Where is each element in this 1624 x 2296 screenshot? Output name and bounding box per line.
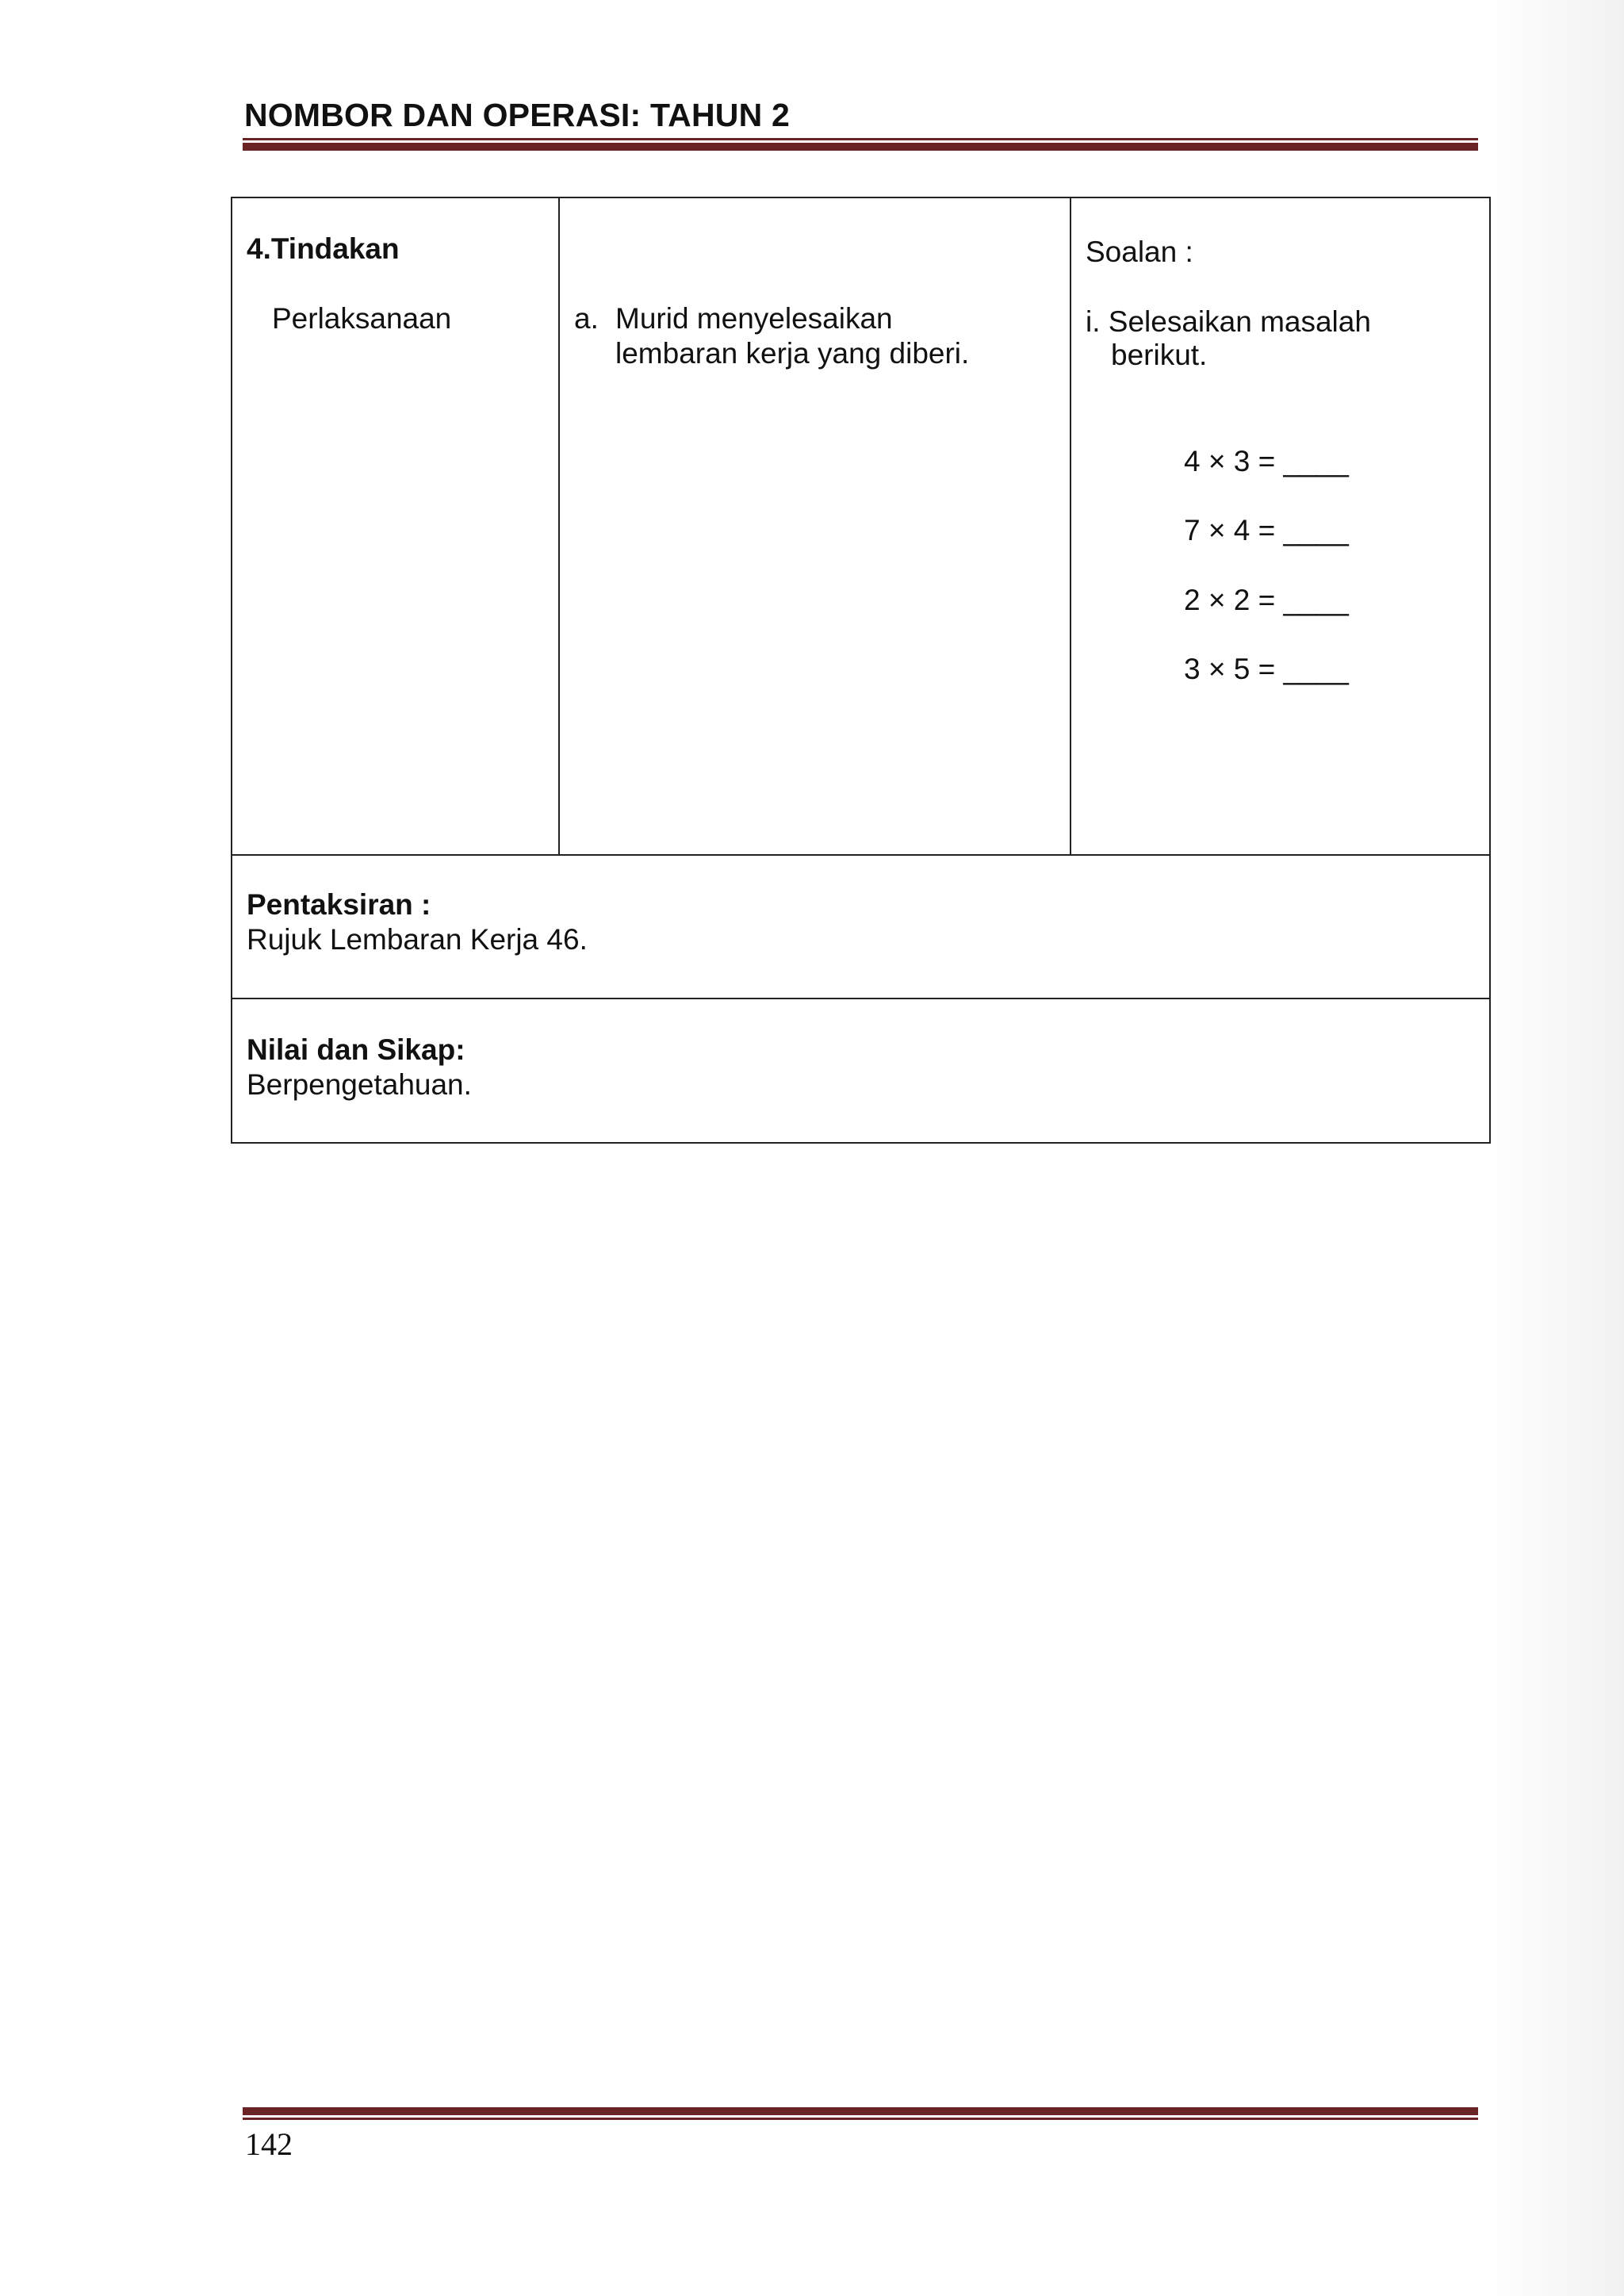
header-rule-thick <box>243 143 1478 151</box>
table-row-action <box>232 198 1489 856</box>
page-header-title: NOMBOR DAN OPERASI: TAHUN 2 <box>244 97 790 133</box>
activity-line-1: Murid menyelesaikan <box>615 302 893 335</box>
values-heading: Nilai dan Sikap: <box>247 1033 465 1066</box>
activity-cell <box>560 198 1071 854</box>
question-item-line-1: i. Selesaikan masalah <box>1086 305 1371 338</box>
activity-line-2: lembaran kerja yang diberi. <box>615 337 970 370</box>
equation-1: 4 × 3 = ____ <box>1184 445 1349 477</box>
stage-cell <box>232 198 560 854</box>
lesson-plan-table <box>231 197 1491 1144</box>
equation-4: 3 × 5 = ____ <box>1184 653 1349 685</box>
table-row-assessment <box>232 856 1489 999</box>
equation-3: 2 × 2 = ____ <box>1184 584 1349 616</box>
page-number: 142 <box>245 2126 293 2162</box>
assessment-text: Rujuk Lembaran Kerja 46. <box>247 923 588 956</box>
question-item-line-2: berikut. <box>1111 339 1208 371</box>
questions-cell <box>1071 198 1489 854</box>
header-rule-thin <box>243 138 1478 140</box>
assessment-heading: Pentaksiran : <box>247 888 431 921</box>
equation-2: 7 × 4 = ____ <box>1184 514 1349 546</box>
footer-rule-thick <box>243 2107 1478 2115</box>
footer-rule-thin <box>243 2118 1478 2120</box>
activity-marker: a. <box>574 302 599 335</box>
table-row-values <box>232 999 1489 1142</box>
values-text: Berpengetahuan. <box>247 1068 472 1101</box>
stage-heading: 4.Tindakan <box>247 232 400 265</box>
questions-label: Soalan : <box>1086 236 1193 268</box>
stage-subheading: Perlaksanaan <box>272 302 452 335</box>
page-edge-shade <box>1483 0 1624 2296</box>
